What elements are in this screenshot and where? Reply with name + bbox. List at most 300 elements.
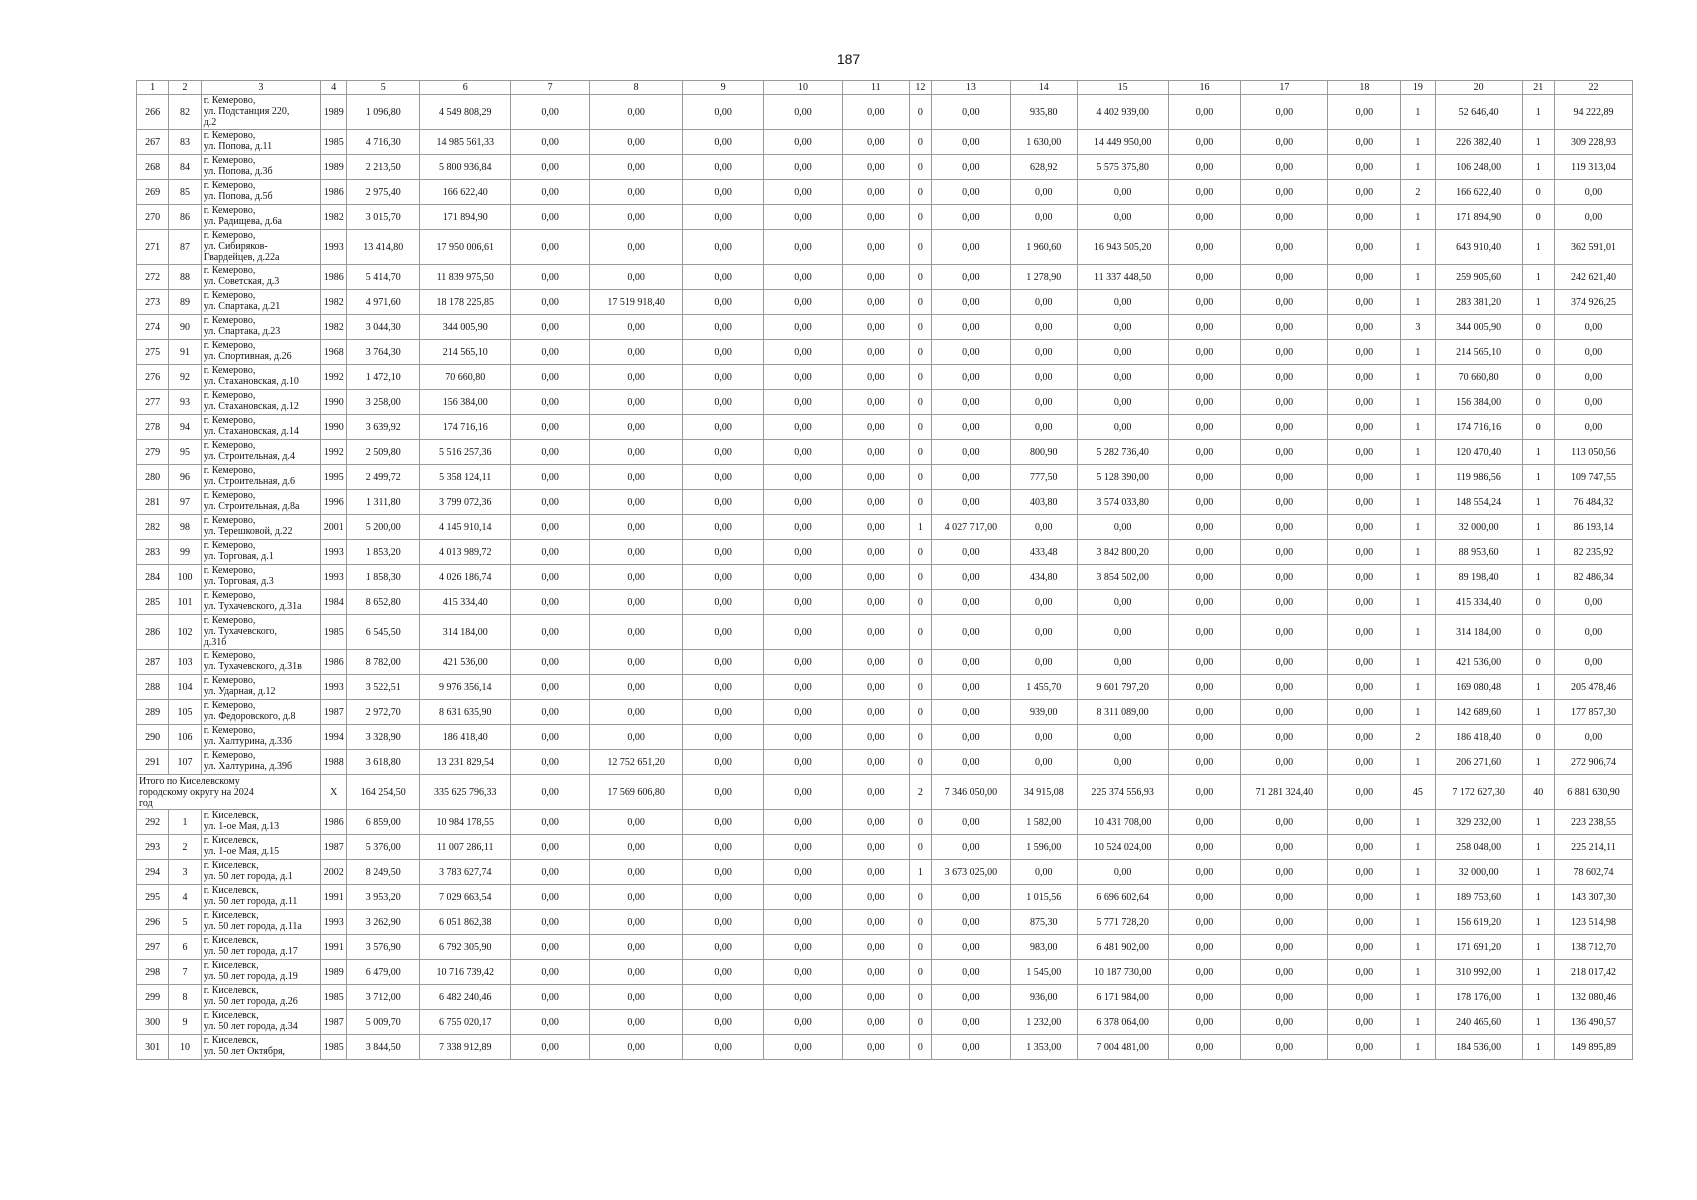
cell-c14: 0,00: [1010, 390, 1077, 415]
cell-c9: 0,00: [683, 725, 764, 750]
cell-c12: 0: [909, 700, 931, 725]
cell-c22: 177 857,30: [1554, 700, 1632, 725]
cell-c22: 94 222,89: [1554, 95, 1632, 130]
cell-n: 293: [137, 835, 169, 860]
cell-c15: 0,00: [1077, 615, 1168, 650]
cell-c10: 0,00: [764, 615, 843, 650]
cell-c19: 1: [1401, 910, 1435, 935]
cell-c8: 0,00: [590, 490, 683, 515]
cell-c16: 0,00: [1168, 675, 1241, 700]
cell-c21: 0: [1522, 590, 1554, 615]
cell-c20: 226 382,40: [1435, 130, 1522, 155]
cell-year: 1985: [321, 130, 347, 155]
cell-c11: 0,00: [842, 960, 909, 985]
table-row: [137, 910, 1633, 935]
cell-c13: 0,00: [931, 985, 1010, 1010]
cell-n: 298: [137, 960, 169, 985]
cell-c15: 0,00: [1077, 725, 1168, 750]
cell-c9: 0,00: [683, 540, 764, 565]
cell-c11: 0,00: [842, 860, 909, 885]
cell-c22: 0,00: [1554, 415, 1632, 440]
cell-c12: 0: [909, 810, 931, 835]
cell-c19: 1: [1401, 985, 1435, 1010]
cell-n: 299: [137, 985, 169, 1010]
cell-c17: 0,00: [1241, 290, 1328, 315]
cell-c10: 0,00: [764, 390, 843, 415]
cell-c8: 17 519 918,40: [590, 290, 683, 315]
total-c21: 40: [1522, 775, 1554, 810]
cell-c19: 1: [1401, 700, 1435, 725]
cell-c20: 70 660,80: [1435, 365, 1522, 390]
cell-c10: 0,00: [764, 130, 843, 155]
cell-c15: 11 337 448,50: [1077, 265, 1168, 290]
cell-c20: 184 536,00: [1435, 1035, 1522, 1060]
cell-c19: 2: [1401, 180, 1435, 205]
cell-c13: 0,00: [931, 650, 1010, 675]
cell-c17: 0,00: [1241, 750, 1328, 775]
cell-k: 102: [169, 615, 201, 650]
cell-n: 286: [137, 615, 169, 650]
cell-c9: 0,00: [683, 290, 764, 315]
cell-c20: 169 080,48: [1435, 675, 1522, 700]
cell-c16: 0,00: [1168, 565, 1241, 590]
cell-addr: г. Кемерово, ул. Тухачевского, д.31а: [201, 590, 320, 615]
column-header: 22: [1554, 81, 1632, 95]
cell-addr: г. Кемерово, ул. Советская, д.3: [201, 265, 320, 290]
cell-c16: 0,00: [1168, 415, 1241, 440]
cell-addr: г. Кемерово, ул. Терешковой, д.22: [201, 515, 320, 540]
cell-c7: 0,00: [511, 885, 590, 910]
table-row: [137, 130, 1633, 155]
cell-c10: 0,00: [764, 675, 843, 700]
table-row: [137, 985, 1633, 1010]
cell-c11: 0,00: [842, 230, 909, 265]
table-row: [137, 515, 1633, 540]
table-row: [137, 205, 1633, 230]
column-header: 14: [1010, 81, 1077, 95]
cell-c8: 0,00: [590, 885, 683, 910]
cell-c17: 0,00: [1241, 515, 1328, 540]
cell-c6: 11 839 975,50: [420, 265, 511, 290]
cell-c11: 0,00: [842, 155, 909, 180]
cell-c14: 0,00: [1010, 415, 1077, 440]
cell-year: 1988: [321, 750, 347, 775]
cell-k: 101: [169, 590, 201, 615]
cell-c16: 0,00: [1168, 130, 1241, 155]
cell-c11: 0,00: [842, 490, 909, 515]
cell-c13: 0,00: [931, 885, 1010, 910]
cell-c7: 0,00: [511, 465, 590, 490]
cell-c12: 0: [909, 230, 931, 265]
cell-c13: 0,00: [931, 365, 1010, 390]
cell-c22: 374 926,25: [1554, 290, 1632, 315]
cell-c22: 149 895,89: [1554, 1035, 1632, 1060]
cell-c21: 0: [1522, 205, 1554, 230]
cell-c8: 0,00: [590, 515, 683, 540]
cell-c12: 0: [909, 155, 931, 180]
cell-c22: 78 602,74: [1554, 860, 1632, 885]
cell-c22: 205 478,46: [1554, 675, 1632, 700]
cell-c22: 0,00: [1554, 315, 1632, 340]
cell-c18: 0,00: [1328, 290, 1401, 315]
cell-c16: 0,00: [1168, 885, 1241, 910]
cell-c20: 344 005,90: [1435, 315, 1522, 340]
cell-n: 266: [137, 95, 169, 130]
cell-c10: 0,00: [764, 835, 843, 860]
cell-c14: 1 455,70: [1010, 675, 1077, 700]
cell-n: 291: [137, 750, 169, 775]
cell-c15: 6 378 064,00: [1077, 1010, 1168, 1035]
cell-c6: 174 716,16: [420, 415, 511, 440]
cell-area: 13 414,80: [347, 230, 420, 265]
cell-c18: 0,00: [1328, 615, 1401, 650]
cell-c11: 0,00: [842, 615, 909, 650]
table-row: [137, 1010, 1633, 1035]
cell-c6: 3 799 072,36: [420, 490, 511, 515]
cell-c7: 0,00: [511, 810, 590, 835]
total-c14: 34 915,08: [1010, 775, 1077, 810]
cell-n: 300: [137, 1010, 169, 1035]
cell-c20: 52 646,40: [1435, 95, 1522, 130]
cell-c22: 113 050,56: [1554, 440, 1632, 465]
cell-c7: 0,00: [511, 315, 590, 340]
cell-c9: 0,00: [683, 650, 764, 675]
cell-c19: 1: [1401, 205, 1435, 230]
total-row: [137, 775, 1633, 810]
cell-addr: г. Киселевск, ул. 50 лет города, д.11: [201, 885, 320, 910]
cell-c21: 1: [1522, 95, 1554, 130]
cell-c12: 0: [909, 910, 931, 935]
cell-c18: 0,00: [1328, 230, 1401, 265]
cell-c20: 156 384,00: [1435, 390, 1522, 415]
cell-c7: 0,00: [511, 700, 590, 725]
cell-k: 92: [169, 365, 201, 390]
cell-c7: 0,00: [511, 1010, 590, 1035]
cell-addr: г. Кемерово, ул. Стахановская, д.14: [201, 415, 320, 440]
cell-c15: 4 402 939,00: [1077, 95, 1168, 130]
cell-c22: 362 591,01: [1554, 230, 1632, 265]
cell-c8: 0,00: [590, 590, 683, 615]
cell-c13: 0,00: [931, 700, 1010, 725]
cell-c13: 0,00: [931, 615, 1010, 650]
cell-c12: 0: [909, 265, 931, 290]
cell-year: 1995: [321, 465, 347, 490]
table-row: [137, 885, 1633, 910]
total-area: 164 254,50: [347, 775, 420, 810]
cell-c9: 0,00: [683, 340, 764, 365]
cell-c8: 12 752 651,20: [590, 750, 683, 775]
cell-area: 2 972,70: [347, 700, 420, 725]
cell-c6: 11 007 286,11: [420, 835, 511, 860]
cell-c9: 0,00: [683, 415, 764, 440]
cell-c18: 0,00: [1328, 465, 1401, 490]
cell-c11: 0,00: [842, 315, 909, 340]
cell-year: 1987: [321, 835, 347, 860]
cell-addr: г. Кемерово, ул. Федоровского, д.8: [201, 700, 320, 725]
cell-c17: 0,00: [1241, 180, 1328, 205]
cell-addr: г. Кемерово, ул. Строительная, д.4: [201, 440, 320, 465]
cell-c11: 0,00: [842, 675, 909, 700]
cell-c22: 309 228,93: [1554, 130, 1632, 155]
cell-area: 2 499,72: [347, 465, 420, 490]
cell-area: 1 858,30: [347, 565, 420, 590]
cell-c22: 76 484,32: [1554, 490, 1632, 515]
cell-c20: 314 184,00: [1435, 615, 1522, 650]
cell-c21: 1: [1522, 1010, 1554, 1035]
cell-c17: 0,00: [1241, 95, 1328, 130]
cell-year: 1989: [321, 960, 347, 985]
cell-c19: 1: [1401, 1010, 1435, 1035]
cell-c13: 0,00: [931, 315, 1010, 340]
cell-c20: 119 986,56: [1435, 465, 1522, 490]
cell-c11: 0,00: [842, 885, 909, 910]
cell-c10: 0,00: [764, 700, 843, 725]
cell-k: 83: [169, 130, 201, 155]
cell-k: 95: [169, 440, 201, 465]
cell-area: 3 328,90: [347, 725, 420, 750]
cell-c20: 240 465,60: [1435, 1010, 1522, 1035]
cell-c7: 0,00: [511, 960, 590, 985]
cell-c13: 0,00: [931, 935, 1010, 960]
cell-c21: 0: [1522, 365, 1554, 390]
cell-c19: 1: [1401, 265, 1435, 290]
cell-c18: 0,00: [1328, 885, 1401, 910]
cell-c12: 0: [909, 365, 931, 390]
cell-c21: 0: [1522, 390, 1554, 415]
cell-c20: 415 334,40: [1435, 590, 1522, 615]
cell-c7: 0,00: [511, 910, 590, 935]
cell-c6: 70 660,80: [420, 365, 511, 390]
cell-year: 1992: [321, 440, 347, 465]
cell-k: 96: [169, 465, 201, 490]
cell-c8: 0,00: [590, 960, 683, 985]
table-row: [137, 230, 1633, 265]
cell-c18: 0,00: [1328, 590, 1401, 615]
cell-c10: 0,00: [764, 95, 843, 130]
cell-area: 3 844,50: [347, 1035, 420, 1060]
column-header: 7: [511, 81, 590, 95]
cell-c6: 171 894,90: [420, 205, 511, 230]
cell-c10: 0,00: [764, 885, 843, 910]
cell-c17: 0,00: [1241, 490, 1328, 515]
column-header: 20: [1435, 81, 1522, 95]
cell-k: 103: [169, 650, 201, 675]
cell-c13: 0,00: [931, 1010, 1010, 1035]
cell-area: 5 414,70: [347, 265, 420, 290]
cell-c10: 0,00: [764, 750, 843, 775]
cell-c21: 1: [1522, 810, 1554, 835]
cell-n: 276: [137, 365, 169, 390]
cell-c12: 0: [909, 590, 931, 615]
cell-c12: 0: [909, 390, 931, 415]
cell-area: 3 712,00: [347, 985, 420, 1010]
cell-c14: 800,90: [1010, 440, 1077, 465]
cell-c18: 0,00: [1328, 675, 1401, 700]
cell-addr: г. Киселевск, ул. 50 лет города, д.34: [201, 1010, 320, 1035]
cell-addr: г. Кемерово, ул. Ударная, д.12: [201, 675, 320, 700]
cell-c16: 0,00: [1168, 290, 1241, 315]
cell-c8: 0,00: [590, 415, 683, 440]
cell-c9: 0,00: [683, 885, 764, 910]
cell-c6: 6 755 020,17: [420, 1010, 511, 1035]
cell-c12: 0: [909, 935, 931, 960]
cell-c18: 0,00: [1328, 810, 1401, 835]
cell-c10: 0,00: [764, 265, 843, 290]
cell-year: 1984: [321, 590, 347, 615]
table-row: [137, 95, 1633, 130]
cell-area: 2 509,80: [347, 440, 420, 465]
cell-c21: 1: [1522, 130, 1554, 155]
cell-c11: 0,00: [842, 810, 909, 835]
column-header: 1: [137, 81, 169, 95]
cell-c6: 10 716 739,42: [420, 960, 511, 985]
total-c19: 45: [1401, 775, 1435, 810]
cell-c8: 0,00: [590, 675, 683, 700]
cell-c21: 1: [1522, 440, 1554, 465]
cell-c15: 10 524 024,00: [1077, 835, 1168, 860]
cell-c8: 0,00: [590, 205, 683, 230]
cell-c7: 0,00: [511, 340, 590, 365]
table-row: [137, 860, 1633, 885]
cell-c12: 0: [909, 650, 931, 675]
cell-area: 2 213,50: [347, 155, 420, 180]
cell-c13: 0,00: [931, 95, 1010, 130]
cell-c16: 0,00: [1168, 540, 1241, 565]
cell-addr: г. Киселевск, ул. 50 лет Октября,: [201, 1035, 320, 1060]
cell-n: 275: [137, 340, 169, 365]
cell-c20: 156 619,20: [1435, 910, 1522, 935]
table-row: [137, 490, 1633, 515]
cell-year: 1993: [321, 565, 347, 590]
table-row: [137, 960, 1633, 985]
cell-year: 1985: [321, 1035, 347, 1060]
table-row: [137, 540, 1633, 565]
cell-c16: 0,00: [1168, 650, 1241, 675]
cell-c7: 0,00: [511, 95, 590, 130]
cell-c17: 0,00: [1241, 1035, 1328, 1060]
cell-c19: 1: [1401, 95, 1435, 130]
cell-c14: 1 015,56: [1010, 885, 1077, 910]
cell-n: 297: [137, 935, 169, 960]
cell-c21: 0: [1522, 615, 1554, 650]
cell-c9: 0,00: [683, 130, 764, 155]
cell-c6: 5 358 124,11: [420, 465, 511, 490]
cell-c9: 0,00: [683, 315, 764, 340]
cell-c9: 0,00: [683, 440, 764, 465]
cell-c12: 0: [909, 725, 931, 750]
cell-c14: 0,00: [1010, 725, 1077, 750]
cell-c20: 174 716,16: [1435, 415, 1522, 440]
cell-c8: 0,00: [590, 440, 683, 465]
cell-c9: 0,00: [683, 860, 764, 885]
column-number-header: [137, 81, 1633, 95]
cell-c17: 0,00: [1241, 390, 1328, 415]
column-header: 9: [683, 81, 764, 95]
cell-c20: 206 271,60: [1435, 750, 1522, 775]
cell-year: 1994: [321, 725, 347, 750]
cell-area: 3 044,30: [347, 315, 420, 340]
cell-addr: г. Кемерово, ул. Спартака, д.23: [201, 315, 320, 340]
cell-c21: 0: [1522, 415, 1554, 440]
cell-c15: 14 449 950,00: [1077, 130, 1168, 155]
cell-c8: 0,00: [590, 155, 683, 180]
cell-c11: 0,00: [842, 1035, 909, 1060]
cell-c22: 0,00: [1554, 365, 1632, 390]
cell-addr: г. Киселевск, ул. 50 лет города, д.17: [201, 935, 320, 960]
cell-c10: 0,00: [764, 565, 843, 590]
cell-c12: 0: [909, 95, 931, 130]
cell-c16: 0,00: [1168, 910, 1241, 935]
cell-c20: 186 418,40: [1435, 725, 1522, 750]
cell-c19: 1: [1401, 340, 1435, 365]
cell-addr: г. Киселевск, ул. 50 лет города, д.11а: [201, 910, 320, 935]
cell-c11: 0,00: [842, 985, 909, 1010]
cell-c7: 0,00: [511, 265, 590, 290]
cell-year: 1982: [321, 290, 347, 315]
cell-c6: 14 985 561,33: [420, 130, 511, 155]
cell-c14: 0,00: [1010, 180, 1077, 205]
cell-c15: 0,00: [1077, 180, 1168, 205]
cell-addr: г. Кемерово, ул. Строительная, д.6: [201, 465, 320, 490]
total-c16: 0,00: [1168, 775, 1241, 810]
cell-c16: 0,00: [1168, 985, 1241, 1010]
cell-c14: 1 582,00: [1010, 810, 1077, 835]
cell-n: 301: [137, 1035, 169, 1060]
cell-n: 294: [137, 860, 169, 885]
cell-c8: 0,00: [590, 615, 683, 650]
cell-c18: 0,00: [1328, 935, 1401, 960]
cell-area: 6 859,00: [347, 810, 420, 835]
cell-c14: 0,00: [1010, 615, 1077, 650]
cell-c10: 0,00: [764, 230, 843, 265]
cell-c7: 0,00: [511, 860, 590, 885]
cell-c13: 0,00: [931, 390, 1010, 415]
cell-c20: 148 554,24: [1435, 490, 1522, 515]
cell-c7: 0,00: [511, 1035, 590, 1060]
cell-c11: 0,00: [842, 130, 909, 155]
cell-c17: 0,00: [1241, 440, 1328, 465]
cell-n: 290: [137, 725, 169, 750]
cell-c19: 1: [1401, 675, 1435, 700]
cell-n: 282: [137, 515, 169, 540]
cell-area: 8 652,80: [347, 590, 420, 615]
cell-c6: 13 231 829,54: [420, 750, 511, 775]
cell-c10: 0,00: [764, 935, 843, 960]
cell-c9: 0,00: [683, 835, 764, 860]
cell-c11: 0,00: [842, 835, 909, 860]
table-row: [137, 315, 1633, 340]
cell-c9: 0,00: [683, 700, 764, 725]
cell-c6: 6 051 862,38: [420, 910, 511, 935]
table-row: [137, 810, 1633, 835]
cell-c12: 0: [909, 180, 931, 205]
cell-c21: 1: [1522, 675, 1554, 700]
cell-n: 287: [137, 650, 169, 675]
cell-n: 270: [137, 205, 169, 230]
cell-c12: 0: [909, 885, 931, 910]
cell-c14: 983,00: [1010, 935, 1077, 960]
cell-c11: 0,00: [842, 1010, 909, 1035]
cell-c10: 0,00: [764, 465, 843, 490]
cell-year: 1987: [321, 1010, 347, 1035]
cell-c22: 225 214,11: [1554, 835, 1632, 860]
cell-c7: 0,00: [511, 565, 590, 590]
cell-c20: 171 691,20: [1435, 935, 1522, 960]
cell-c13: 3 673 025,00: [931, 860, 1010, 885]
cell-c9: 0,00: [683, 490, 764, 515]
cell-area: 3 764,30: [347, 340, 420, 365]
cell-c9: 0,00: [683, 565, 764, 590]
